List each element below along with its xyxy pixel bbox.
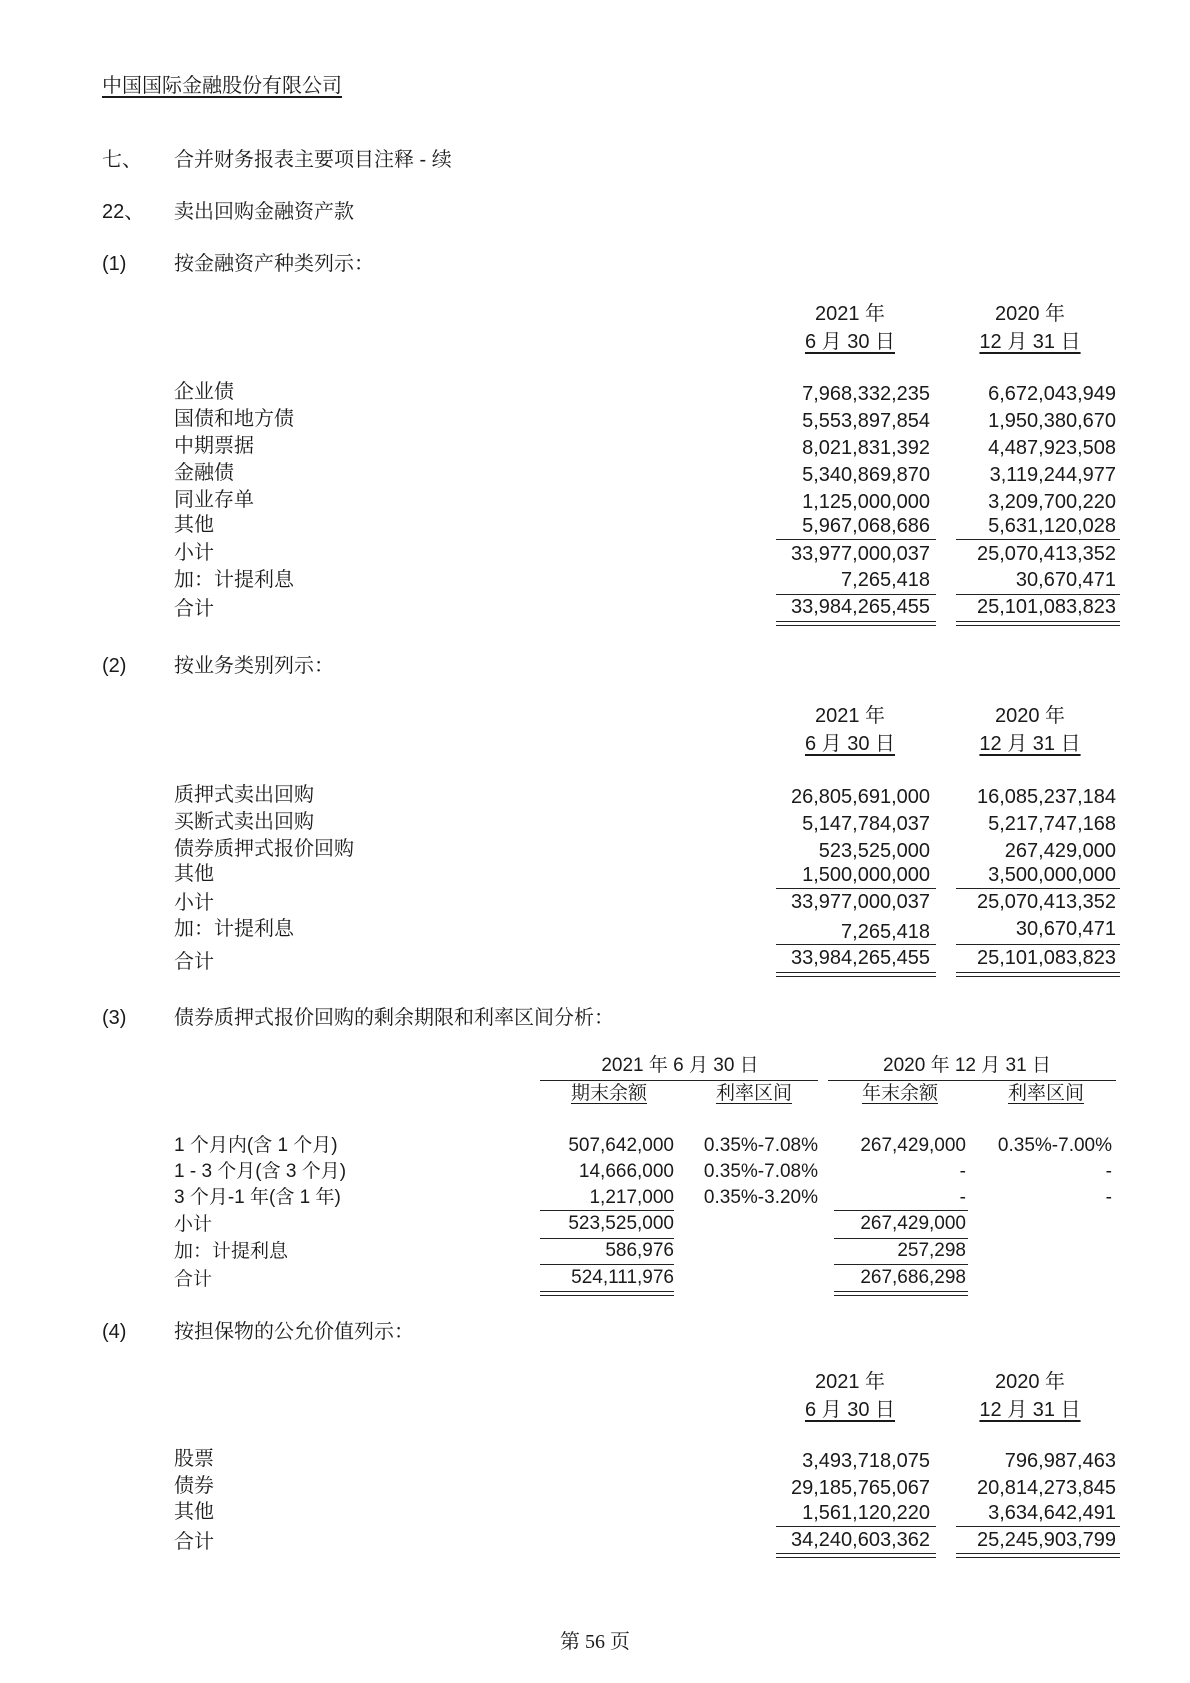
- table-cell: -: [959, 1161, 966, 1182]
- table3-sub-bal2020: 年末余额: [861, 1083, 938, 1104]
- table4-double-rule: [956, 1553, 1120, 1558]
- table-row-label: 企业债: [174, 381, 234, 403]
- table-cell: 4,487,923,508: [988, 437, 1116, 459]
- table-cell: 3,209,700,220: [988, 491, 1116, 513]
- table-cell: 7,265,418: [841, 921, 930, 943]
- table2-col-2021-year: 2021 年: [814, 705, 886, 727]
- table4-col-2021-date: 6 月 30 日: [804, 1399, 896, 1421]
- table-cell: 3,634,642,491: [988, 1502, 1116, 1524]
- table-cell: 257,298: [897, 1240, 966, 1261]
- table3-group-2020: 2020 年 12 月 31 日: [883, 1055, 1051, 1076]
- table4-title: 按担保物的公允价值列示：: [174, 1321, 414, 1343]
- table-cell: 5,967,068,686: [802, 515, 930, 537]
- table1-double-rule: [956, 621, 1120, 626]
- table3-title: 债券质押式报价回购的剩余期限和利率区间分析：: [174, 1007, 614, 1029]
- table4-number: (4): [102, 1321, 127, 1343]
- table-cell: 267,429,000: [1004, 840, 1116, 862]
- table-cell: 267,686,298: [860, 1267, 966, 1288]
- table-cell: 3,500,000,000: [988, 864, 1116, 886]
- note-title: 卖出回购金融资产款: [174, 201, 354, 223]
- table3-total-rule: [540, 1264, 674, 1265]
- table3-double-rule: [540, 1291, 674, 1296]
- table2-double-rule: [956, 972, 1120, 977]
- table-cell: 5,340,869,870: [802, 464, 930, 486]
- table3-subtotal-rule: [540, 1210, 674, 1211]
- company-name: 中国国际金融股份有限公司: [102, 75, 342, 97]
- table1-col-2020-year: 2020 年: [994, 303, 1066, 325]
- table-cell: -: [1105, 1161, 1112, 1182]
- table-row-label: 其他: [174, 514, 214, 536]
- table-row-label: 股票: [174, 1448, 214, 1470]
- table1-col-2021-date: 6 月 30 日: [804, 331, 896, 353]
- table3-number: (3): [102, 1007, 127, 1029]
- table-cell: 25,101,083,823: [976, 947, 1116, 969]
- table-cell: 5,553,897,854: [802, 410, 930, 432]
- table3-group-rule: [828, 1080, 1116, 1081]
- note-number: 22、: [102, 201, 145, 223]
- table2-double-rule: [776, 972, 936, 977]
- table1-col-2021-year: 2021 年: [814, 303, 886, 325]
- table-cell: 7,968,332,235: [802, 383, 930, 405]
- table-row-label: 其他: [174, 863, 214, 885]
- table-cell: -: [1105, 1187, 1112, 1208]
- table-cell: 3,119,244,977: [989, 464, 1116, 486]
- table-cell: 25,070,413,352: [976, 891, 1116, 913]
- table-row-label: 3 个月-1 年(含 1 年): [174, 1187, 341, 1208]
- table3-sub-rate2020: 利率区间: [1007, 1083, 1084, 1104]
- table1-number: (1): [102, 253, 127, 275]
- table-cell: 6,672,043,949: [988, 383, 1116, 405]
- table3-sub-bal2021: 期末余额: [570, 1083, 647, 1104]
- table-row-label: 合计: [174, 951, 214, 973]
- table-cell: 30,670,471: [1015, 569, 1116, 591]
- table-cell: 33,984,265,455: [790, 596, 930, 618]
- table-cell: 523,525,000: [818, 840, 930, 862]
- table3-group-rule: [540, 1080, 818, 1081]
- section-title: 合并财务报表主要项目注释 - 续: [174, 149, 452, 171]
- table-cell: 33,977,000,037: [790, 543, 930, 565]
- table-cell: 33,984,265,455: [790, 947, 930, 969]
- table-cell: 26,805,691,000: [790, 786, 930, 808]
- section-number: 七、: [102, 149, 142, 171]
- table2-number: (2): [102, 655, 127, 677]
- table-cell: 1,500,000,000: [802, 864, 930, 886]
- table-row-label: 其他: [174, 1501, 214, 1523]
- table-row-label: 国债和地方债: [174, 408, 294, 430]
- table1-title: 按金融资产种类列示：: [174, 253, 374, 275]
- table3-double-rule: [834, 1291, 968, 1296]
- table2-title: 按业务类别列示：: [174, 655, 334, 677]
- table2-subtotal-rule: [956, 888, 1120, 889]
- table-cell: 267,429,000: [860, 1135, 966, 1156]
- table-row-label: 合计: [174, 598, 214, 620]
- table-cell: 7,265,418: [841, 569, 930, 591]
- table-row-label: 1 - 3 个月(含 3 个月): [174, 1161, 347, 1182]
- table-row-label: 债券质押式报价回购: [174, 838, 354, 860]
- table-cell: 33,977,000,037: [790, 891, 930, 913]
- table1-subtotal-rule: [776, 539, 936, 540]
- table-row-label: 小计: [174, 542, 214, 564]
- table-cell: 3,493,718,075: [802, 1450, 930, 1472]
- table-row-label: 合计: [174, 1531, 214, 1553]
- table-cell: 1,950,380,670: [988, 410, 1116, 432]
- table-cell: 14,666,000: [578, 1161, 674, 1182]
- table-cell: 34,240,603,362: [790, 1529, 930, 1551]
- table4-col-2020-year: 2020 年: [994, 1371, 1066, 1393]
- table-row-label: 小计: [174, 892, 214, 914]
- table-cell: 0.35%-3.20%: [703, 1187, 818, 1208]
- table-row-label: 小计: [174, 1214, 213, 1235]
- table-row-label: 1 个月内(含 1 个月): [174, 1135, 338, 1156]
- table-row-label: 金融债: [174, 462, 234, 484]
- table-cell: 5,217,747,168: [988, 813, 1116, 835]
- table-row-label: 加：计提利息: [174, 918, 294, 940]
- table-cell: 25,245,903,799: [976, 1529, 1116, 1551]
- table2-col-2020-year: 2020 年: [994, 705, 1066, 727]
- table-cell: 1,561,120,220: [802, 1502, 930, 1524]
- table-cell: 20,814,273,845: [976, 1477, 1116, 1499]
- table-cell: 0.35%-7.08%: [703, 1161, 818, 1182]
- table-row-label: 买断式卖出回购: [174, 811, 314, 833]
- table4-col-2021-year: 2021 年: [814, 1371, 886, 1393]
- table-cell: -: [959, 1187, 966, 1208]
- table-cell: 507,642,000: [568, 1135, 674, 1156]
- table4-total-rule: [956, 1526, 1120, 1527]
- table-row-label: 合计: [174, 1269, 213, 1290]
- table-row-label: 同业存单: [174, 489, 254, 511]
- table-cell: 5,147,784,037: [802, 813, 930, 835]
- table-cell: 25,070,413,352: [976, 543, 1116, 565]
- table2-total-rule: [956, 944, 1120, 945]
- table-row-label: 加：计提利息: [174, 1241, 289, 1262]
- table2-subtotal-rule: [776, 888, 936, 889]
- table-cell: 5,631,120,028: [988, 515, 1116, 537]
- table-row-label: 加：计提利息: [174, 569, 294, 591]
- table2-col-2021-date: 6 月 30 日: [804, 733, 896, 755]
- table-cell: 0.35%-7.08%: [703, 1135, 818, 1156]
- table-cell: 1,217,000: [589, 1187, 674, 1208]
- table-row-label: 质押式卖出回购: [174, 784, 314, 806]
- table-cell: 523,525,000: [568, 1213, 674, 1234]
- table-row-label: 债券: [174, 1475, 214, 1497]
- table1-col-2020-date: 12 月 31 日: [979, 331, 1081, 353]
- table-cell: 8,021,831,392: [802, 437, 930, 459]
- table-cell: 16,085,237,184: [976, 786, 1116, 808]
- table-cell: 30,670,471: [1015, 918, 1116, 940]
- table1-double-rule: [776, 621, 936, 626]
- table3-group-2021: 2021 年 6 月 30 日: [601, 1055, 759, 1076]
- table1-subtotal-rule: [956, 539, 1120, 540]
- table-cell: 1,125,000,000: [802, 491, 930, 513]
- table2-total-rule: [776, 944, 936, 945]
- table-cell: 586,976: [605, 1240, 674, 1261]
- table-cell: 524,111,976: [571, 1267, 674, 1288]
- table-cell: 29,185,765,067: [790, 1477, 930, 1499]
- table-row-label: 中期票据: [174, 435, 254, 457]
- table-cell: 25,101,083,823: [976, 596, 1116, 618]
- page-number: 第 56 页: [560, 1631, 630, 1653]
- table-cell: 267,429,000: [860, 1213, 966, 1234]
- table3-sub-rate2021: 利率区间: [715, 1083, 792, 1104]
- table-cell: 0.35%-7.00%: [997, 1135, 1112, 1156]
- table3-total-rule: [834, 1264, 968, 1265]
- table3-subtotal-rule: [834, 1210, 968, 1211]
- table2-col-2020-date: 12 月 31 日: [979, 733, 1081, 755]
- table-cell: 796,987,463: [1004, 1450, 1116, 1472]
- table4-double-rule: [776, 1553, 936, 1558]
- table4-col-2020-date: 12 月 31 日: [979, 1399, 1081, 1421]
- table4-total-rule: [776, 1526, 936, 1527]
